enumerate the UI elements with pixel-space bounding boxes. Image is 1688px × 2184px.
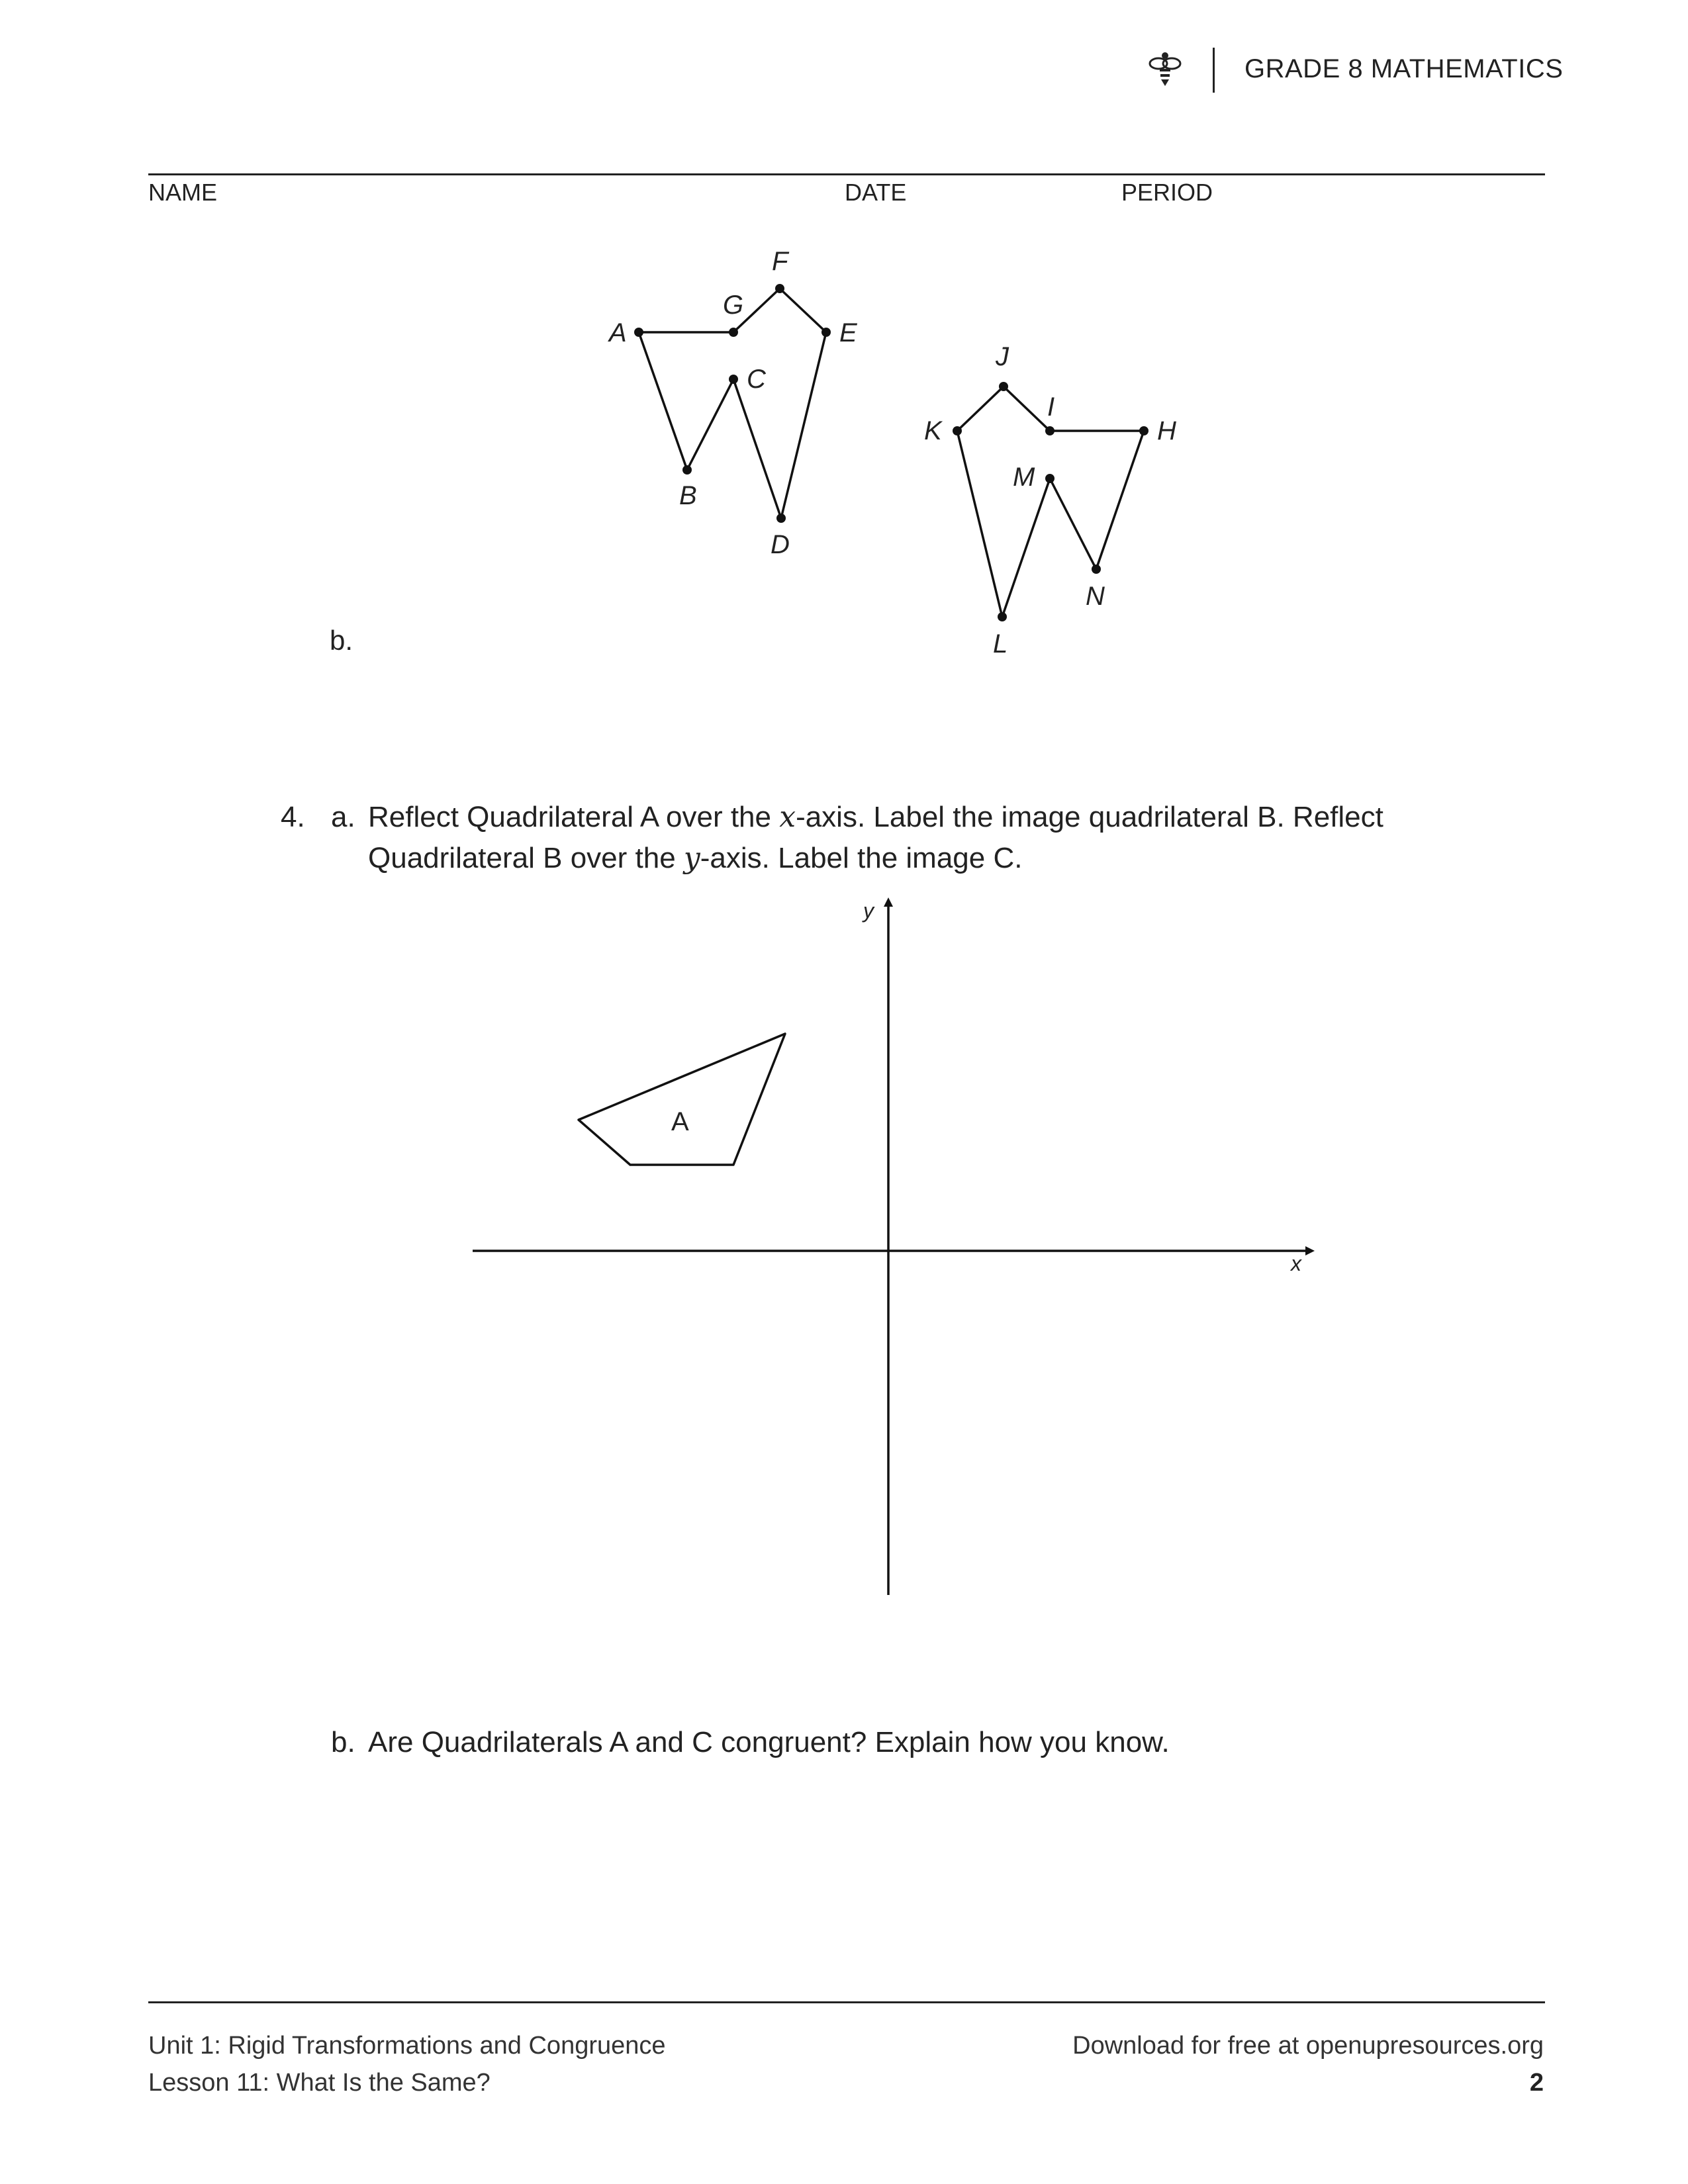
y-axis-label: y xyxy=(863,899,874,923)
point-label-m: M xyxy=(1013,463,1035,492)
point-label-k: K xyxy=(924,416,942,445)
coordinate-plane xyxy=(0,860,1688,1628)
date-label: DATE xyxy=(845,179,907,206)
point-label-l: L xyxy=(993,629,1008,659)
point-label-c: C xyxy=(747,365,766,394)
footer-download: Download for free at openupresources.org xyxy=(1072,2032,1544,2060)
page-number: 2 xyxy=(1529,2069,1544,2097)
point-label-h: H xyxy=(1157,416,1176,445)
footer-unit: Unit 1: Rigid Transformations and Congruence xyxy=(148,2032,666,2060)
point-label-f: F xyxy=(772,247,788,276)
point-label-g: G xyxy=(723,291,744,320)
subject-title: GRADE 8 MATHEMATICS xyxy=(1244,54,1564,83)
footer-lesson: Lesson 11: What Is the Same? xyxy=(148,2069,491,2097)
figure-abcdefg xyxy=(639,289,826,518)
q4-part-a-line2: Quadrilateral B over the y-axis. Label the image C. xyxy=(368,841,1023,875)
q4-part-a-label: a. xyxy=(331,801,355,833)
q4-part-a-line1: Reflect Quadrilateral A over the x-axis. Label the image quadrilateral B. Reflect xyxy=(368,800,1383,834)
quadrilateral-a xyxy=(579,1034,785,1165)
x-variable: x xyxy=(779,800,796,834)
q4-number: 4. xyxy=(281,801,305,833)
point-label-i: I xyxy=(1047,392,1055,422)
congruence-figures xyxy=(0,0,1688,728)
x-axis-arrow xyxy=(1305,1246,1315,1255)
point-label-n: N xyxy=(1086,582,1105,611)
y-variable: y xyxy=(683,841,700,875)
period-label: PERIOD xyxy=(1121,179,1213,206)
bottom-rule xyxy=(148,2001,1545,2003)
name-label: NAME xyxy=(148,179,218,206)
y-axis-arrow xyxy=(884,897,893,907)
x-axis-label: x xyxy=(1291,1251,1301,1275)
point-label-a: A xyxy=(609,318,627,347)
point-label-j: J xyxy=(996,342,1009,371)
point-label-e: E xyxy=(839,318,857,347)
point-label-b: B xyxy=(679,481,697,510)
quadrilateral-a-label: A xyxy=(671,1107,689,1136)
point-label-d: D xyxy=(771,530,790,559)
q4-part-b-text: Are Quadrilaterals A and C congruent? Explain how you know. xyxy=(368,1726,1170,1758)
q4-part-b-label: b. xyxy=(331,1726,355,1758)
q3-part-b-label: b. xyxy=(330,625,353,656)
